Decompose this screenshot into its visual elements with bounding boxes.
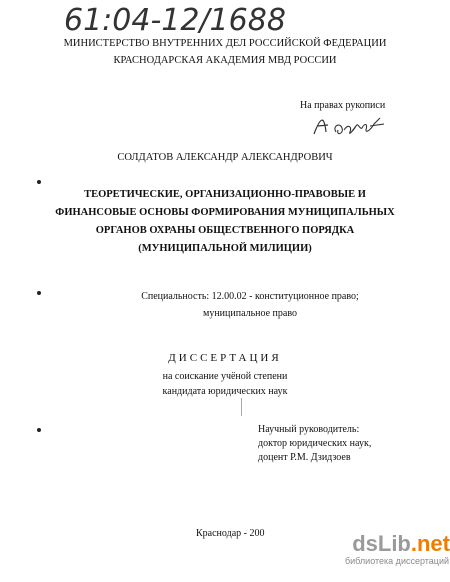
manuscript-rights: На правах рукописи: [300, 100, 386, 111]
title-line: (МУНИЦИПАЛЬНОЙ МИЛИЦИИ): [138, 243, 312, 254]
degree-description: [0, 369, 450, 399]
institution-header: [0, 35, 450, 69]
signature-drawing: [310, 108, 390, 142]
margin-tick: [241, 398, 242, 416]
advisor-name: доцент Р.М. Дзидзоев: [258, 452, 351, 463]
academy-name: КРАСНОДАРСКАЯ АКАДЕМИЯ МВД РОССИИ: [113, 55, 337, 66]
archive-number: [62, 0, 302, 38]
margin-mark: [37, 180, 41, 184]
author-name: СОЛДАТОВ АЛЕКСАНДР АЛЕКСАНДРОВИЧ: [117, 152, 333, 163]
title-line: ОРГАНОВ ОХРАНЫ ОБЩЕСТВЕННОГО ПОРЯДКА: [95, 225, 355, 236]
logo-part-net: .net: [410, 531, 450, 556]
scientific-advisor: [258, 423, 371, 465]
dissertation-title: [0, 186, 450, 258]
city-year: Краснодар - 200: [196, 528, 265, 539]
dslib-tagline: библиотека диссертаций: [345, 556, 450, 566]
specialty-line: Специальность: 12.00.02 - конституционное право;: [141, 291, 359, 302]
archive-number-handwriting: [62, 0, 302, 38]
advisor-degree: доктор юридических наук,: [258, 438, 372, 449]
dslib-watermark[interactable]: [345, 532, 450, 582]
ministry-name: МИНИСТЕРСТВО ВНУТРЕННИХ ДЕЛ РОССИЙСКОЙ ФЕДЕРАЦИИ: [63, 38, 387, 49]
logo-part-lib: Lib: [377, 531, 411, 556]
document-type-heading: ДИССЕРТАЦИЯ: [168, 352, 282, 364]
title-line: ФИНАНСОВЫЕ ОСНОВЫ ФОРМИРОВАНИЯ МУНИЦИПАЛЬНЫХ: [55, 207, 395, 218]
dslib-logo[interactable]: [345, 532, 450, 556]
margin-mark: [37, 291, 41, 295]
title-line: ТЕОРЕТИЧЕСКИЕ, ОРГАНИЗАЦИОННО-ПРАВОВЫЕ И: [84, 189, 366, 200]
specialty: [100, 288, 400, 322]
degree-line: кандидата юридических наук: [162, 386, 288, 397]
signature: [310, 108, 390, 142]
advisor-label: Научный руководитель:: [258, 424, 360, 435]
logo-part-ds: ds: [352, 531, 378, 556]
archive-number-text: 61:04-12/1688: [64, 3, 286, 38]
margin-mark: [37, 428, 41, 432]
degree-line: на соискание учёной степени: [162, 371, 288, 382]
specialty-line: муниципальное право: [202, 308, 298, 319]
